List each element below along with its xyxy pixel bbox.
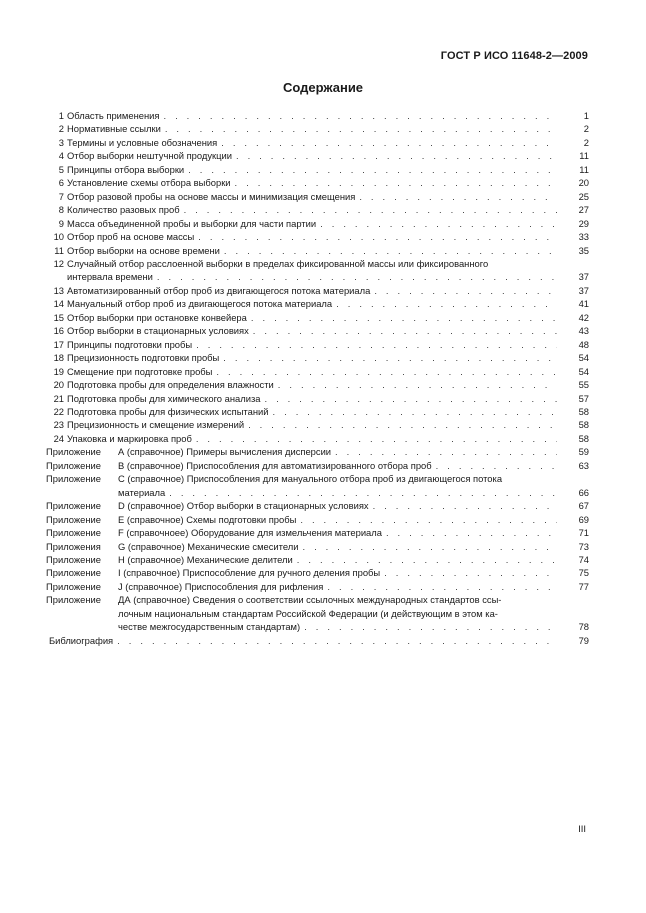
- toc-entry-number: 9: [58, 217, 64, 229]
- toc-entry-number: 16: [53, 325, 64, 337]
- toc-entry-number: 5: [58, 163, 64, 175]
- toc-entry-title: Масса объединенной пробы и выборки для части партии: [67, 217, 317, 229]
- toc-entry-title: Н (справочное) Механические делители: [118, 553, 293, 565]
- toc-entry-number: 20: [53, 379, 64, 391]
- dot-leader: [384, 566, 557, 579]
- toc-entry-number: 24: [53, 432, 64, 444]
- toc-entry-page-number: 37: [578, 271, 589, 283]
- dot-leader: [336, 297, 557, 310]
- toc-entry-title-line: С (справочное) Приспособления для мануального отбора проб из двигающегося потока: [118, 473, 503, 485]
- toc-entry-title: I (справочное) Приспособление для ручного деления пробы: [118, 567, 381, 579]
- dot-leader: [302, 540, 557, 553]
- toc-entry[interactable]: [46, 540, 589, 553]
- toc-entry-page-number: 73: [578, 540, 589, 552]
- dot-leader: [386, 526, 557, 539]
- toc-entry-page-number: 11: [579, 163, 589, 175]
- toc-entry-title: D (справочное) Отбор выборки в стационарных условиях: [118, 500, 369, 512]
- toc-entry-page-number: 58: [578, 432, 589, 444]
- toc-entry-prefix: Приложение: [46, 567, 101, 579]
- dot-leader: [221, 136, 557, 149]
- page-title: Содержание: [282, 80, 364, 95]
- toc-entry-title: материала: [118, 486, 166, 498]
- toc-entry-page-number: 37: [578, 284, 589, 296]
- toc-entry-page-number: 35: [578, 244, 589, 256]
- toc-entry-number: 7: [58, 190, 64, 202]
- dot-leader: [223, 351, 557, 364]
- toc-entry[interactable]: [46, 378, 589, 391]
- dot-leader: [264, 392, 557, 405]
- toc-entry-number: 13: [53, 284, 64, 296]
- toc-entry-page-number: 20: [578, 177, 589, 189]
- toc-entry[interactable]: [46, 284, 589, 297]
- toc-entry-title-line: Случайный отбор расслоенной выборки в пределах фиксированной массы или фиксированного: [67, 257, 489, 269]
- dot-leader: [235, 176, 557, 189]
- toc-entry-number: 10: [53, 231, 64, 243]
- toc-entry[interactable]: [46, 634, 589, 647]
- toc-entry-title: J (справочное) Приспособления для рифления: [118, 580, 324, 592]
- toc-entry[interactable]: [46, 203, 589, 216]
- toc-entry-title: Область применения: [67, 110, 160, 121]
- toc-entry-page-number: 55: [578, 379, 589, 391]
- toc-entry-title: Отбор проб на основе массы: [67, 231, 195, 243]
- toc-entry[interactable]: [46, 459, 589, 472]
- toc-entry-number: 6: [58, 177, 64, 189]
- toc-entry[interactable]: [46, 580, 589, 593]
- dot-leader: [272, 405, 557, 418]
- dot-leader: [163, 109, 557, 122]
- toc-entry-page-number: 63: [578, 459, 589, 471]
- toc-entry[interactable]: [46, 217, 589, 230]
- toc-entry-prefix: Приложение: [46, 500, 101, 512]
- dot-leader: [359, 190, 557, 203]
- toc-entry[interactable]: [46, 122, 589, 135]
- toc-entry-title: Е (справочное) Схемы подготовки пробы: [118, 513, 297, 525]
- toc-entry-number: 4: [58, 150, 64, 162]
- toc-entry-page-number: 77: [578, 580, 589, 592]
- toc-entry-title: Количество разовых проб: [67, 204, 180, 216]
- toc-entry-title: Смещение при подготовке пробы: [67, 365, 213, 377]
- dot-leader: [251, 311, 557, 324]
- toc-entry-title: Отбор выборки на основе времени: [67, 244, 220, 256]
- toc-entry-title: А (справочное) Примеры вычисления дисперсии: [118, 446, 332, 458]
- dot-leader: [165, 122, 557, 135]
- toc-entry-page-number: 54: [578, 365, 589, 377]
- dot-leader: [373, 499, 557, 512]
- toc-entry-title: Библиография: [49, 634, 114, 646]
- toc-entry-title: Отбор разовой пробы на основе массы и минимизация смещения: [67, 190, 356, 202]
- toc-entry-title: Подготовка пробы для физических испытаний: [67, 405, 269, 417]
- dot-leader: [216, 365, 557, 378]
- dot-leader: [300, 513, 557, 526]
- toc-entry-page-number: 2: [583, 136, 589, 148]
- toc-entry-page-number: 67: [578, 500, 589, 512]
- toc-entry-page-number: 25: [578, 190, 589, 202]
- toc-entry[interactable]: [46, 311, 589, 324]
- toc-entry[interactable]: [46, 526, 589, 539]
- toc-entry-prefix: Приложение: [46, 513, 101, 525]
- toc-entry[interactable]: [46, 244, 589, 257]
- toc-entry-page-number: 54: [578, 352, 589, 364]
- toc-entry-number: 1: [58, 110, 64, 121]
- toc-entry-page-number: 11: [579, 150, 589, 162]
- dot-leader: [184, 203, 557, 216]
- toc-entry[interactable]: [46, 351, 589, 364]
- dot-leader: [198, 230, 557, 243]
- toc-entry-prefix: Приложение: [46, 473, 101, 485]
- dot-leader: [327, 580, 557, 593]
- toc-entry-page-number: 43: [578, 325, 589, 337]
- toc-entry-page-number: 29: [578, 217, 589, 229]
- dot-leader: [196, 338, 557, 351]
- toc-entry-title: Подготовка пробы для химического анализа: [67, 392, 261, 404]
- toc-entry-page-number: 59: [578, 446, 589, 458]
- dot-leader: [278, 378, 557, 391]
- toc-entry-number: 22: [53, 405, 64, 417]
- toc-entry[interactable]: [46, 190, 589, 203]
- toc-entry-page-number: 75: [578, 567, 589, 579]
- toc-entry-title: В (справочное) Приспособления для автоматизированного отбора проб: [118, 459, 432, 471]
- toc-entry[interactable]: [46, 136, 589, 149]
- toc-entry[interactable]: [46, 230, 589, 243]
- toc-entry[interactable]: [46, 324, 589, 337]
- toc-entry-title: Прецизионность подготовки пробы: [67, 352, 220, 364]
- toc-entry-prefix: Приложение: [46, 459, 101, 471]
- toc-entry-title-line: лочным национальным стандартам Российской Федерации (и действующим в этом ка-: [118, 607, 498, 619]
- toc-entry-prefix: Приложение: [46, 580, 101, 592]
- toc-entry[interactable]: [46, 365, 589, 378]
- dot-leader: [320, 217, 557, 230]
- dot-leader: [157, 270, 557, 283]
- toc-entry-number: 18: [53, 352, 64, 364]
- toc-entry-number: 17: [53, 338, 64, 350]
- toc-entry[interactable]: [46, 513, 589, 526]
- toc-entry-title: честве межгосударственным стандартам): [118, 621, 301, 633]
- toc-entry-page-number: 66: [578, 486, 589, 498]
- toc-entry[interactable]: [46, 338, 589, 351]
- toc-entry[interactable]: [46, 176, 589, 189]
- toc-entry-page-number: 48: [578, 338, 589, 350]
- toc-entry[interactable]: [46, 553, 589, 566]
- toc-entry[interactable]: [46, 472, 589, 499]
- toc-entry-page-number: 42: [578, 311, 589, 323]
- toc-entry-page-number: 58: [578, 405, 589, 417]
- toc-entry[interactable]: [46, 405, 589, 418]
- toc-entry-page-number: 79: [578, 634, 589, 646]
- dot-leader: [169, 486, 557, 499]
- toc-entry-title: Отбор выборки нештучной продукции: [67, 150, 232, 162]
- toc-entry-page-number: 2: [583, 123, 589, 135]
- toc-entry-page-number: 27: [578, 204, 589, 216]
- dot-leader: [297, 553, 557, 566]
- toc-entry-page-number: 74: [578, 553, 589, 565]
- toc-entry[interactable]: [46, 445, 589, 458]
- dot-leader: [248, 418, 557, 431]
- toc-entry-prefix: Приложение: [46, 553, 101, 565]
- toc-entry-number: 2: [58, 123, 64, 135]
- toc-entry-prefix: Приложение: [46, 527, 101, 539]
- toc-entry-page-number: 58: [578, 419, 589, 431]
- dot-leader: [196, 432, 557, 445]
- table-of-contents: [46, 109, 589, 647]
- toc-entry-title: Автоматизированный отбор проб из двигающегося потока материала: [67, 284, 371, 296]
- toc-entry-title: Установление схемы отбора выборки: [67, 177, 231, 189]
- toc-entry[interactable]: [46, 163, 589, 176]
- toc-entry-title: Термины и условные обозначения: [67, 136, 218, 148]
- toc-entry-page-number: 69: [578, 513, 589, 525]
- toc-entry[interactable]: [46, 566, 589, 579]
- dot-leader: [335, 445, 557, 458]
- toc-entry[interactable]: [46, 593, 589, 633]
- toc-entry-prefix: Приложение: [46, 594, 101, 606]
- toc-entry[interactable]: [46, 392, 589, 405]
- toc-entry[interactable]: [46, 432, 589, 445]
- toc-entry[interactable]: [46, 149, 589, 162]
- toc-entry-title: Упаковка и маркировка проб: [67, 432, 192, 444]
- toc-entry-number: 21: [53, 392, 64, 404]
- toc-entry-title: Отбор выборки при остановке конвейера: [67, 311, 247, 323]
- toc-entry[interactable]: [46, 109, 589, 122]
- toc-entry-title: Принципы подготовки пробы: [67, 338, 193, 350]
- toc-entry-title: Мануальный отбор проб из двигающегося потока материала: [67, 298, 333, 310]
- toc-entry-prefix: Приложение: [46, 446, 101, 458]
- toc-entry-page-number: 57: [578, 392, 589, 404]
- toc-entry-page-number: 41: [578, 298, 589, 310]
- toc-entry-title: Нормативные ссылки: [67, 123, 161, 135]
- toc-entry-prefix: Приложения: [46, 540, 101, 552]
- toc-entry[interactable]: [46, 257, 589, 284]
- toc-entry-page-number: 33: [578, 231, 589, 243]
- dot-leader: [188, 163, 557, 176]
- toc-entry-number: 14: [53, 298, 64, 310]
- page-number: III: [578, 824, 586, 835]
- toc-entry-page-number: 1: [583, 110, 589, 121]
- toc-entry-number: 8: [58, 204, 64, 216]
- toc-entry-title: Отбор выборки в стационарных условиях: [67, 325, 249, 337]
- toc-entry-number: 11: [54, 244, 64, 256]
- toc-entry-title: F (справочноее) Оборудование для измельчения материала: [118, 527, 382, 539]
- toc-entry-title: Принципы отбора выборки: [67, 163, 185, 175]
- toc-entry[interactable]: [46, 418, 589, 431]
- toc-entry-title: G (справочное) Механические смесители: [118, 540, 299, 552]
- dot-leader: [253, 324, 557, 337]
- toc-entry[interactable]: [46, 499, 589, 512]
- dot-leader: [224, 244, 557, 257]
- toc-entry-number: 15: [53, 311, 64, 323]
- dot-leader: [236, 149, 557, 162]
- toc-entry-number: 23: [53, 419, 64, 431]
- toc-entry-title: Подготовка пробы для определения влажности: [67, 379, 274, 391]
- toc-entry-page-number: 71: [578, 527, 589, 539]
- toc-entry-number: 3: [58, 136, 64, 148]
- document-header: ГОСТ Р ИСО 11648-2—2009: [440, 50, 588, 62]
- dot-leader: [117, 634, 557, 647]
- dot-leader: [304, 620, 557, 633]
- toc-entry[interactable]: [46, 297, 589, 310]
- dot-leader: [436, 459, 557, 472]
- toc-entry-title: Прецизионность и смещение измерений: [67, 419, 245, 431]
- toc-entry-title: интервала времени: [67, 271, 153, 283]
- toc-entry-title-line: ДА (справочное) Сведения о соответствии ссылочных международных стандартов ссы-: [118, 594, 502, 606]
- toc-entry-number: 19: [53, 365, 64, 377]
- dot-leader: [374, 284, 557, 297]
- toc-entry-number: 12: [53, 257, 64, 269]
- toc-entry-page-number: 78: [578, 621, 589, 633]
